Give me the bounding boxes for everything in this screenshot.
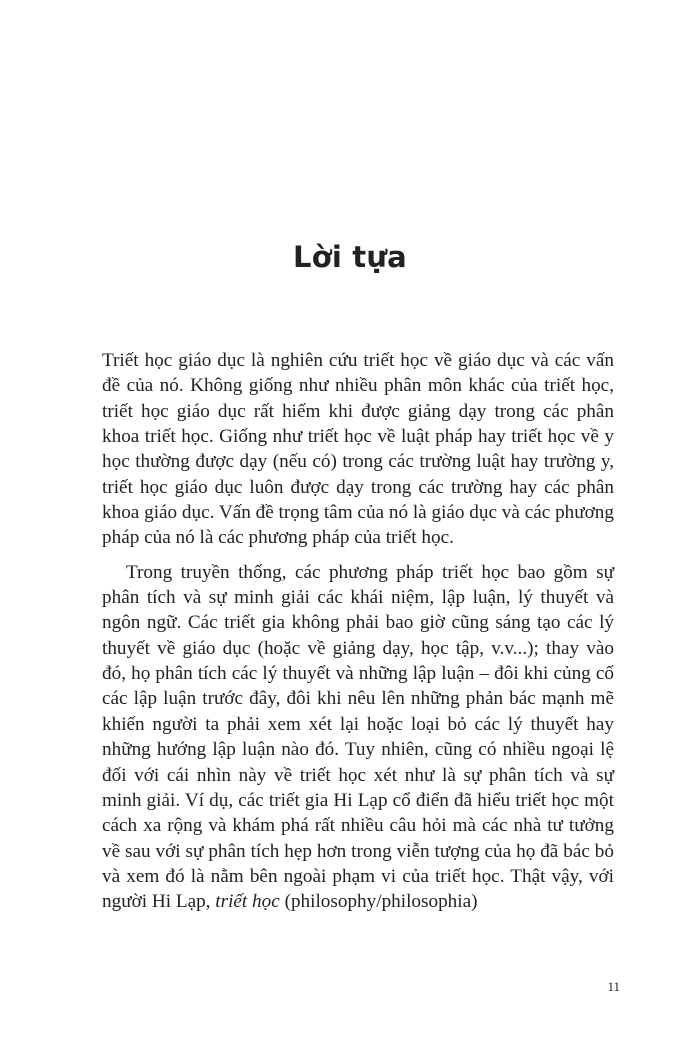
paragraph-2-text-end: (philosophy/philosophia) xyxy=(279,891,478,913)
paragraph-2 xyxy=(102,560,614,915)
paragraph-2-text: Trong truyền thống, các phương pháp triết học bao gồm sự phân tích và sự minh giải các khái niệm, lập luận, lý thuyết và ngôn ngữ. Các triết gia không phải bao giờ cũng sáng tạo các lý thuyết về giáo dục (hoặc về giảng dạy, học tập, v.v...); thay vào đó, họ phân tích các lý thuyết và những lập luận – đôi khi củng cố các lập luận trước đây, đôi khi nêu lên những phản bác mạnh mẽ khiến người ta phải xem xét lại hoặc loại bỏ các lý thuyết hay những hướng lập luận nào đó. Tuy nhiên, cũng có nhiều ngoại lệ đối với cái nhìn này về triết học xét như là sự phân tích và sự minh giải. Ví dụ, các triết gia Hi Lạp cổ điển đã hiểu triết học một cách xa rộng và khám phá rất nhiều câu hỏi mà các nhà tư tưởng về sau với sự phân tích hẹp hơn trong viễn tượng của họ đã bác bỏ và xem đó là nằm bên ngoài phạm vi của triết học. Thật vậy, với người Hi Lạp, xyxy=(102,561,614,913)
paragraph-1: Triết học giáo dục là nghiên cứu triết học về giáo dục và các vấn đề của nó. Không giống như nhiều phân môn khác của triết học, triết học giáo dục rất hiếm khi được giảng dạy trong các phân khoa triết học. Giống như triết học về luật pháp hay triết học về y học thường được dạy (nếu có) trong các trường luật hay trường y, triết học giáo dục luôn được dạy trong các trường hay các phân khoa giáo dục. Vấn đề trọng tâm của nó là giáo dục và các phương pháp của nó là các phương pháp của triết học. xyxy=(102,350,614,549)
body-text xyxy=(102,348,614,915)
paragraph-2-italic-term: triết học xyxy=(215,891,280,913)
page-number: 11 xyxy=(607,979,620,994)
page-title: Lời tựa xyxy=(293,240,407,274)
